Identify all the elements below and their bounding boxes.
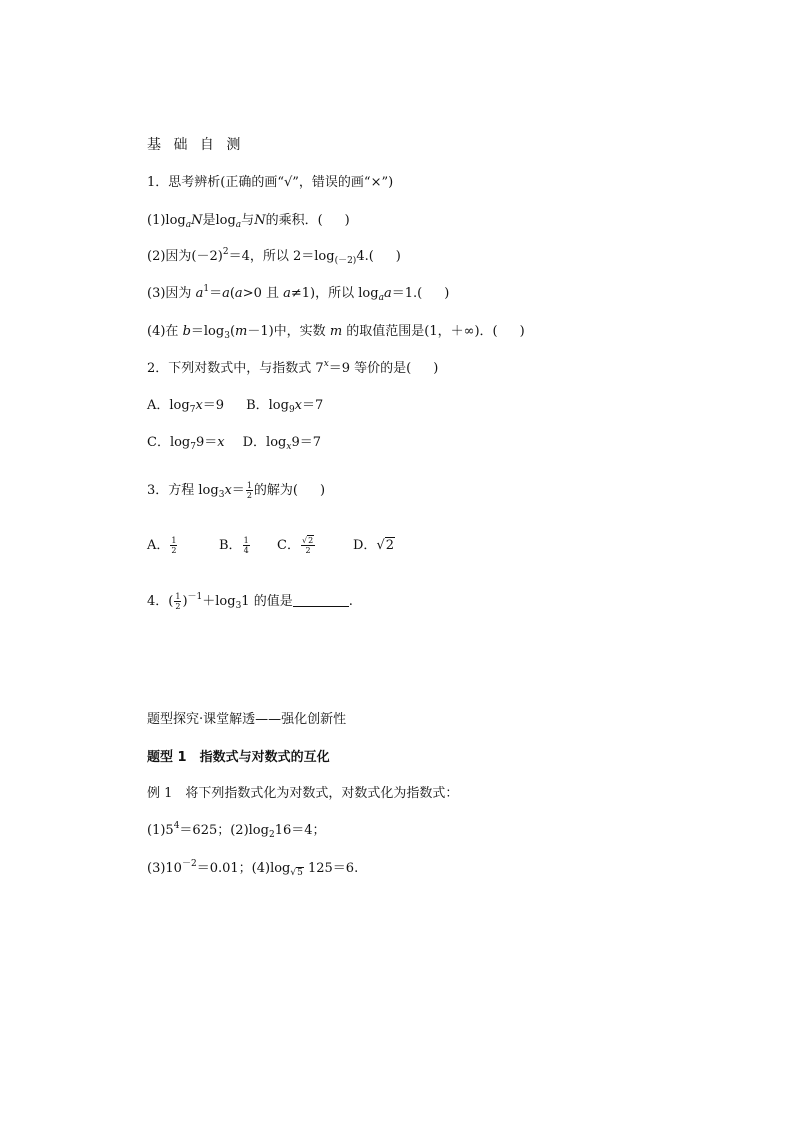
q3-option-a: A． $\frac{1}{2}$	[147, 536, 177, 555]
example-1-stem: 例 1 将下列指数式化为对数式，对数式化为指数式：	[147, 786, 459, 801]
example-1-items-row-1: $(1)5^4=625$；$(2)\log_216=4$；	[147, 821, 326, 840]
question-1-item-3: (3)因为 $a^1=a(a>0$ 且 a≠1)，所以 $\log_aa=1$.( )	[147, 284, 450, 303]
section-title-basic-test: 基 础 自 测	[147, 137, 245, 153]
question-1-item-2: (2)因为$(-2)^2=4$，所以 $2=\log_{(-2)}4$.( )	[147, 247, 401, 266]
q3-option-c: C． $\frac{√2}{2}$	[277, 536, 314, 555]
question-3-stem: 3．方程 $\log_3x=$ $\frac{1}{2}$ 的解为( )	[147, 481, 326, 500]
q3-option-d: D．√2	[353, 538, 395, 553]
question-2-stem: 2．下列对数式中，与指数式 $7^x=9$ 等价的是( )	[147, 359, 439, 376]
question-3-options	[147, 536, 395, 555]
question-2-options-row-2	[147, 435, 321, 451]
q2-option-b: B．$\log_9x=7$	[246, 398, 324, 415]
example-1-items-row-2: $(3)10^{-2}=0.01$；$(4)\log_{√5}$ 125＝6.	[147, 859, 359, 878]
type-1-heading: 题型 1 指数式与对数式的互化	[147, 750, 330, 765]
question-1-item-1: $(1)\log_aN$是$\log_a$与N的乘积．( )	[147, 213, 350, 230]
q2-option-d: D．$\log_x9=7$	[242, 435, 321, 452]
q2-option-a: A．$\log_7x=9$	[147, 398, 225, 415]
question-4-stem: 4．( $\frac{1}{2}$ )$^{-1}+\log_31$ 的值是 .	[147, 592, 353, 611]
section-title-explore: 题型探究·课堂解透——强化创新性	[147, 712, 347, 727]
q3-option-b: B． $\frac{1}{4}$	[219, 536, 249, 555]
question-2-options-row-1	[147, 398, 323, 414]
q1-stem-text: 1．思考辨析(正确的画“√”，错误的画“×”)	[147, 175, 394, 190]
question-1-item-4: (4)在 $b=\log_3(m-1)$中，实数 m 的取值范围是(1，＋∞)．( )	[147, 324, 525, 341]
type-1-title: 指数式与对数式的互化	[199, 750, 330, 765]
q4-answer-blank[interactable]	[293, 594, 349, 607]
question-1-stem	[147, 175, 393, 191]
q2-option-c: C．$\log_79=x$	[147, 435, 225, 452]
